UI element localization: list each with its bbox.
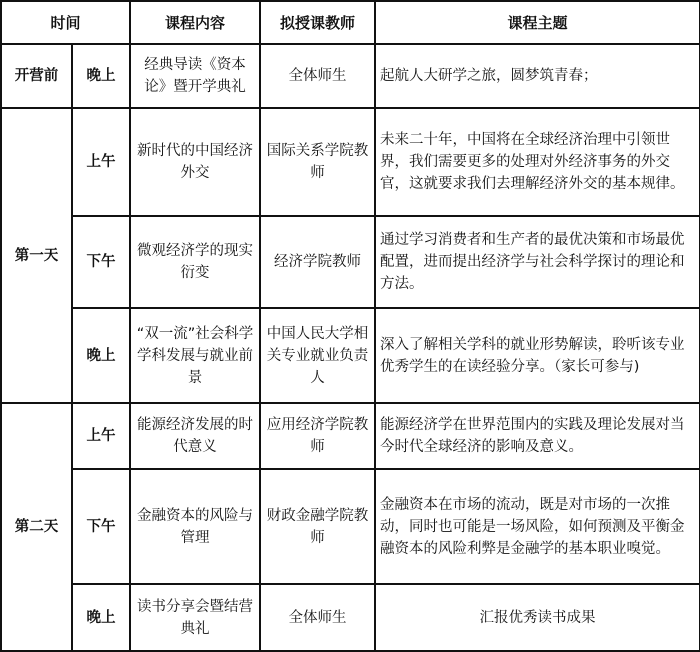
content-cell: 经典导读《资本论》暨开学典礼 — [130, 44, 260, 108]
period-cell: 下午 — [72, 469, 130, 584]
header-time: 时间 — [1, 1, 130, 44]
table-row — [1, 108, 700, 216]
content-cell: 新时代的中国经济外交 — [130, 108, 260, 216]
day-label-pre: 开营前 — [1, 44, 72, 108]
content-cell: 金融资本的风险与管理 — [130, 469, 260, 584]
teacher-cell: 应用经济学院教师 — [260, 403, 375, 469]
table-row — [1, 469, 700, 584]
period-cell: 晚上 — [72, 44, 130, 108]
teacher-cell: 财政金融学院教师 — [260, 469, 375, 584]
theme-cell: 起航人大研学之旅，圆梦筑青春； — [375, 44, 700, 108]
header-content: 课程内容 — [130, 1, 260, 44]
period-cell: 下午 — [72, 216, 130, 308]
header-teacher: 拟授课教师 — [260, 1, 375, 44]
content-cell: 读书分享会暨结营典礼 — [130, 584, 260, 651]
theme-cell: 深入了解相关学科的就业形势解读，聆听该专业优秀学生的在读经验分享。（家长可参与) — [375, 308, 700, 403]
teacher-cell: 经济学院教师 — [260, 216, 375, 308]
theme-cell: 能源经济学在世界范围内的实践及理论发展对当今时代全球经济的影响及意义。 — [375, 403, 700, 469]
content-cell: “双一流”社会科学学科发展与就业前景 — [130, 308, 260, 403]
table-row — [1, 216, 700, 308]
content-cell: 微观经济学的现实衍变 — [130, 216, 260, 308]
table-row — [1, 584, 700, 651]
teacher-cell: 国际关系学院教师 — [260, 108, 375, 216]
table-row — [1, 44, 700, 108]
period-cell: 晚上 — [72, 584, 130, 651]
teacher-cell: 中国人民大学相关专业就业负责人 — [260, 308, 375, 403]
day-label-day2: 第二天 — [1, 403, 72, 651]
header-row — [1, 1, 700, 44]
theme-cell: 未来二十年，中国将在全球经济治理中引领世界，我们需要更多的处理对外经济事务的外交官，这就要求我们去理解经济外交的基本规律。 — [375, 108, 700, 216]
theme-cell: 通过学习消费者和生产者的最优决策和市场最优配置，进而提出经济学与社会科学探讨的理论和方法。 — [375, 216, 700, 308]
teacher-cell: 全体师生 — [260, 584, 375, 651]
theme-cell: 汇报优秀读书成果 — [375, 584, 700, 651]
table-row — [1, 308, 700, 403]
header-theme: 课程主题 — [375, 1, 700, 44]
teacher-cell: 全体师生 — [260, 44, 375, 108]
period-cell: 上午 — [72, 108, 130, 216]
period-cell: 上午 — [72, 403, 130, 469]
theme-cell: 金融资本在市场的流动，既是对市场的一次推动，同时也可能是一场风险，如何预测及平衡金融资本的风险利弊是金融学的基本职业嗅觉。 — [375, 469, 700, 584]
period-cell: 晚上 — [72, 308, 130, 403]
day-label-day1: 第一天 — [1, 108, 72, 403]
table-row — [1, 403, 700, 469]
content-cell: 能源经济发展的时代意义 — [130, 403, 260, 469]
